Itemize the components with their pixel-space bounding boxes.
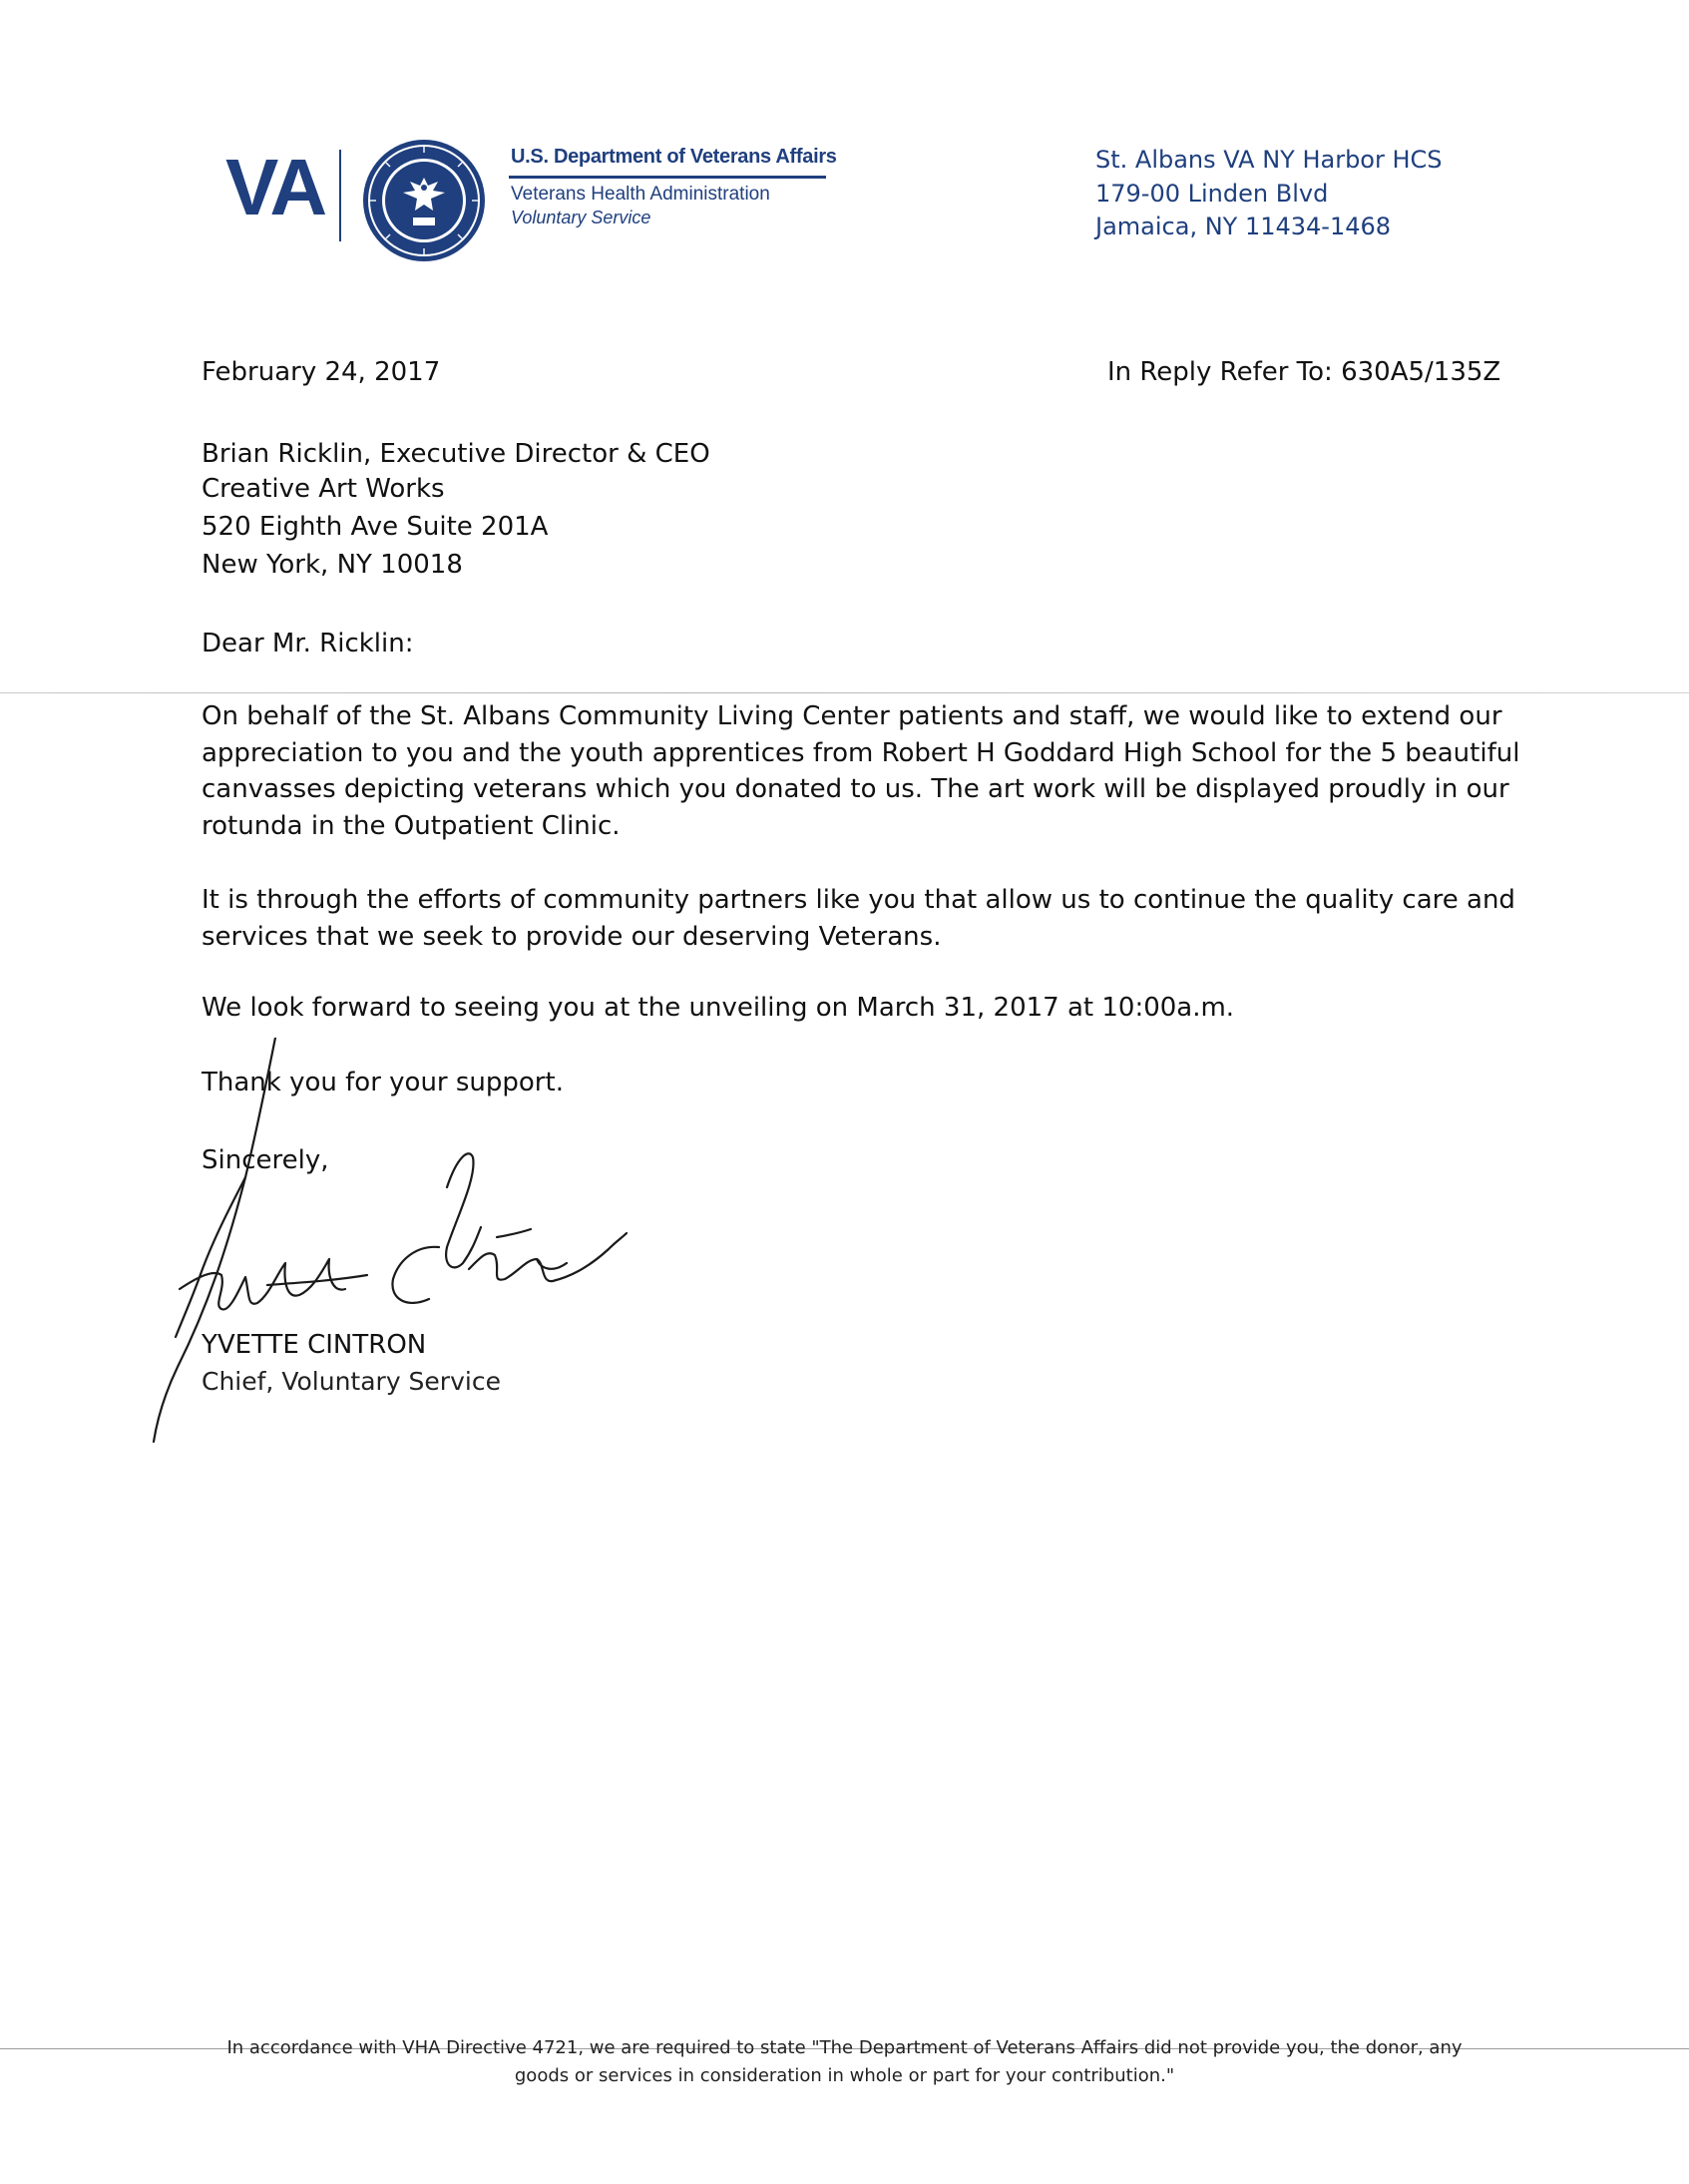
body-paragraph-4: Thank you for your support. <box>202 1068 564 1097</box>
body-line: appreciation to you and the youth apprentices from Robert H Goddard High School for the 5 beautiful <box>202 737 1520 768</box>
department-name: U.S. Department of Veterans Affairs <box>511 146 837 168</box>
body-line: services that we seek to provide our deserving Veterans. <box>202 921 942 952</box>
sender-address-line-2: 179-00 Linden Blvd <box>1095 180 1329 208</box>
signer-title: Chief, Voluntary Service <box>202 1367 501 1396</box>
va-logo: VA <box>225 143 325 231</box>
administration-name: Veterans Health Administration <box>511 184 770 205</box>
recipient-line-1: Brian Ricklin, Executive Director & CEO <box>202 439 710 469</box>
sender-address-line-3: Jamaica, NY 11434-1468 <box>1095 213 1392 240</box>
letter-date: February 24, 2017 <box>202 357 441 387</box>
body-paragraph-3: We look forward to seeing you at the unveiling on March 31, 2017 at 10:00a.m. <box>202 993 1235 1023</box>
signature <box>118 1038 636 1477</box>
footer-disclaimer-line-1: In accordance with VHA Directive 4721, we are required to state "The Department of Veterans Affairs did not provide you, the donor, any <box>226 2037 1463 2058</box>
scan-artifact-line <box>0 692 1689 693</box>
logo-divider <box>339 150 341 241</box>
salutation: Dear Mr. Ricklin: <box>202 629 414 658</box>
reply-reference: In Reply Refer To: 630A5/135Z <box>1107 357 1501 387</box>
department-underline <box>509 176 826 179</box>
recipient-line-3: 520 Eighth Ave Suite 201A <box>202 512 549 542</box>
body-line: On behalf of the St. Albans Community Living Center patients and staff, we would like to extend our <box>202 701 1502 731</box>
service-name: Voluntary Service <box>511 208 651 227</box>
recipient-line-4: New York, NY 10018 <box>202 550 463 580</box>
body-paragraph-1 <box>202 698 1519 844</box>
va-seal-icon <box>361 138 487 263</box>
sender-address-line-1: St. Albans VA NY Harbor HCS <box>1095 146 1443 174</box>
body-line: rotunda in the Outpatient Clinic. <box>202 810 621 841</box>
closing: Sincerely, <box>202 1145 329 1175</box>
body-line: canvasses depicting veterans which you donated to us. The art work will be displayed proudly in our <box>202 774 1509 804</box>
body-paragraph-2 <box>202 882 1515 955</box>
body-line: It is through the efforts of community partners like you that allow us to continue the quality care and <box>202 885 1515 915</box>
recipient-line-2: Creative Art Works <box>202 474 445 504</box>
footer-disclaimer-line-2: goods or services in consideration in whole or part for your contribution." <box>514 2065 1175 2086</box>
signer-name: YVETTE CINTRON <box>202 1330 427 1360</box>
